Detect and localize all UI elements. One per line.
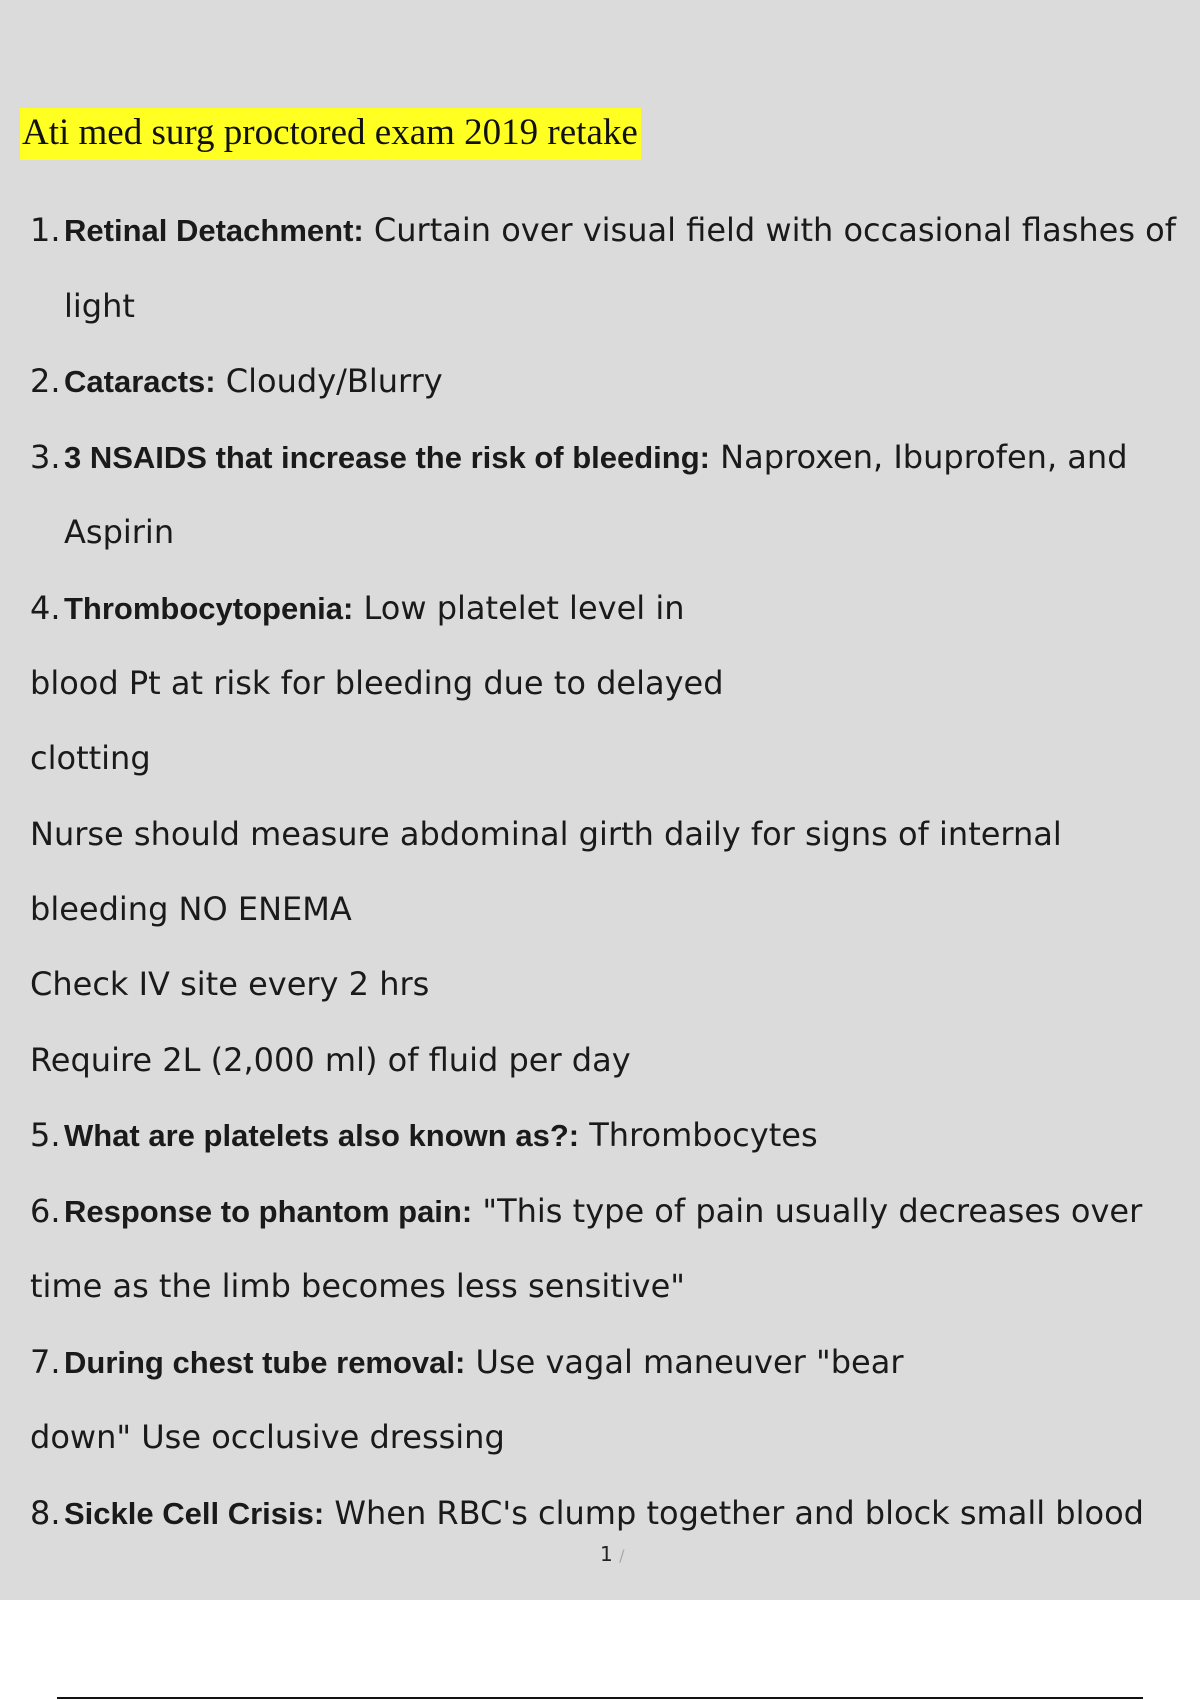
item-note-line: time as the limb becomes less sensitive" xyxy=(30,1267,685,1305)
item-note-line: down" Use occlusive dressing xyxy=(30,1418,505,1456)
item-term: Thrombocytopenia: xyxy=(64,591,354,626)
item-note-line: clotting xyxy=(30,739,151,777)
item-text: Curtain over visual field with occasional flashes of xyxy=(363,211,1177,249)
item-term: Response to phantom pain: xyxy=(64,1194,473,1229)
footer-divider xyxy=(57,1697,1143,1699)
document-title: Ati med surg proctored exam 2019 retake xyxy=(20,108,641,160)
item-number: 3. xyxy=(30,438,61,476)
item-text: Low platelet level in xyxy=(353,589,685,627)
item-text: Thrombocytes xyxy=(579,1116,818,1154)
list-item-1 xyxy=(30,210,1176,251)
item-term: 3 NSAIDS that increase the risk of bleeding: xyxy=(64,440,710,475)
item-term: During chest tube removal: xyxy=(64,1345,466,1380)
item-number: 8. xyxy=(30,1494,61,1532)
item-term: What are platelets also known as?: xyxy=(64,1118,580,1153)
item-text: Naproxen, Ibuprofen, and xyxy=(710,438,1128,476)
item-note-line: bleeding NO ENEMA xyxy=(30,890,352,928)
page-number-value: 1 xyxy=(600,1542,613,1566)
list-item-2 xyxy=(30,361,443,402)
item-note-line: Check IV site every 2 hrs xyxy=(30,965,430,1003)
item-text: Cloudy/Blurry xyxy=(215,362,443,400)
page-number xyxy=(600,1542,624,1568)
item-text: Use vagal maneuver "bear xyxy=(465,1343,904,1381)
item-number: 7. xyxy=(30,1343,61,1381)
item-number: 1. xyxy=(30,211,61,249)
item-note-line: Require 2L (2,000 ml) of fluid per day xyxy=(30,1041,631,1079)
item-text: "This type of pain usually decreases over xyxy=(472,1192,1143,1230)
list-item-4 xyxy=(30,588,684,629)
item-continuation: light xyxy=(64,287,135,325)
list-item-6 xyxy=(30,1191,1142,1232)
list-item-8 xyxy=(30,1493,1144,1534)
list-item-3 xyxy=(30,437,1128,478)
item-term: Retinal Detachment: xyxy=(64,213,364,248)
item-text: When RBC's clump together and block small blood xyxy=(324,1494,1144,1532)
item-note-line: Nurse should measure abdominal girth daily for signs of internal xyxy=(30,815,1062,853)
list-item-7 xyxy=(30,1342,903,1383)
item-note-line: blood Pt at risk for bleeding due to delayed xyxy=(30,664,724,702)
item-number: 6. xyxy=(30,1192,61,1230)
item-number: 5. xyxy=(30,1116,61,1154)
item-number: 4. xyxy=(30,589,61,627)
item-number: 2. xyxy=(30,362,61,400)
item-continuation: Aspirin xyxy=(64,513,175,551)
item-term: Sickle Cell Crisis: xyxy=(64,1496,325,1531)
item-term: Cataracts: xyxy=(64,364,216,399)
list-item-5 xyxy=(30,1115,818,1156)
page-number-suffix: / xyxy=(619,1546,625,1565)
